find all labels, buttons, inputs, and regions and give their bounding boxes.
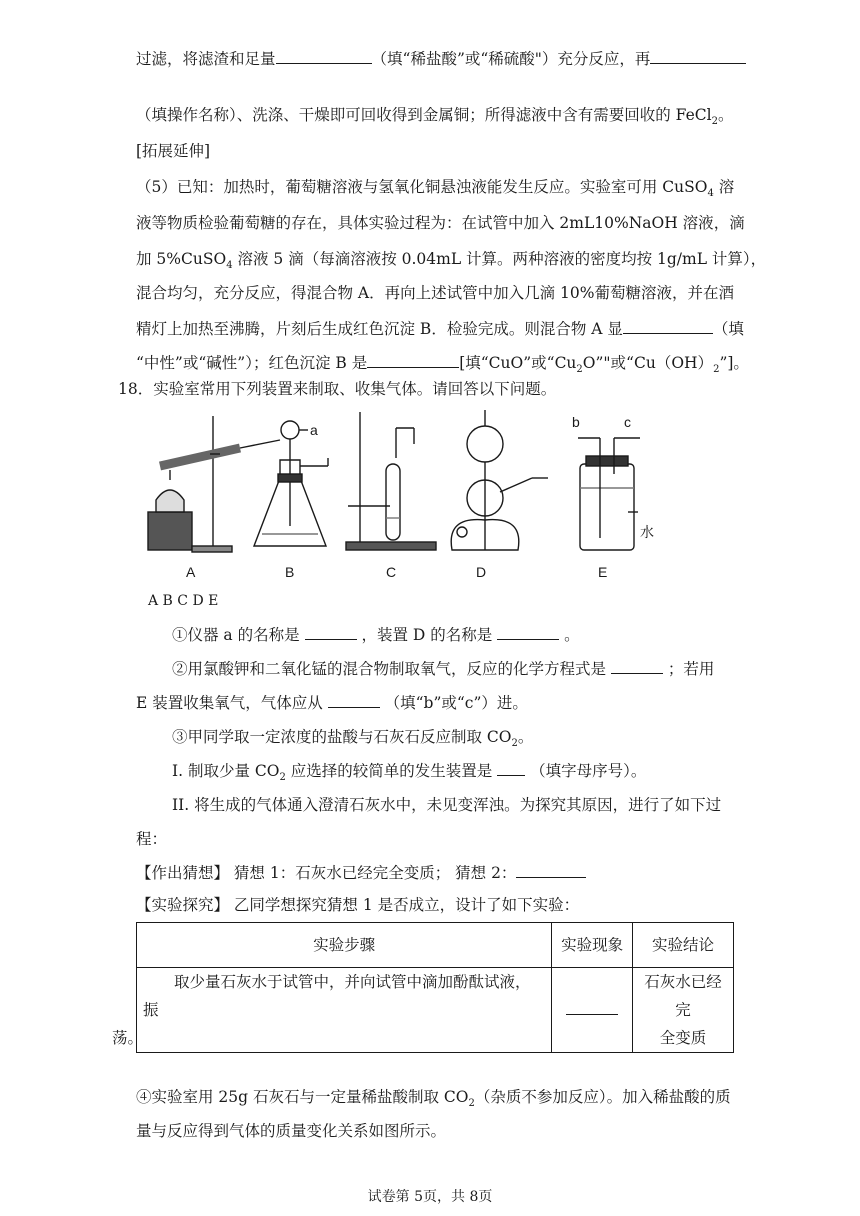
answer-blank[interactable]: [328, 692, 380, 708]
text: [填“CuO”或“Cu: [459, 354, 577, 372]
instrument-a-label: a: [310, 422, 318, 438]
port-b-label: b: [572, 414, 580, 430]
text: （填操作名称）、洗涤、干燥即可回收得到金属铜；所得滤液中含有需要回收的 FeCl: [136, 106, 712, 124]
text: 荡。: [112, 1029, 144, 1047]
table-row: [137, 968, 734, 1053]
answer-blank[interactable]: [276, 48, 372, 64]
table-header: 实验现象: [552, 923, 633, 968]
text: （填: [712, 320, 744, 338]
text: ④实验室用 25g 石灰石与一定量稀盐酸制取 CO: [136, 1088, 469, 1106]
subscript: 2: [468, 1098, 475, 1110]
text: 应选择的较简单的发生装置是: [285, 762, 498, 780]
subscript: 2: [711, 116, 718, 128]
text: ”]。: [719, 354, 749, 372]
table-header-row: [137, 923, 734, 968]
subscript: 2: [279, 772, 286, 784]
text: ①仪器 a 的名称是: [172, 626, 305, 644]
port-c-label: c: [624, 414, 631, 430]
text: ②用氯酸钾和二氧化锰的混合物制取氧气，反应的化学方程式是: [172, 660, 611, 678]
text-line: [172, 726, 533, 755]
text-line: [136, 104, 733, 133]
apparatus-e: [578, 438, 640, 550]
answer-blank[interactable]: [497, 760, 525, 776]
text: “中性”或“碱性”）；红色沉淀 B 是: [136, 354, 368, 372]
text-line: [172, 658, 714, 680]
answer-blank[interactable]: [497, 624, 559, 640]
text: 取少量石灰水于试管中，并向试管中滴加酚酞试液，振: [143, 973, 531, 1019]
answer-blank[interactable]: [516, 862, 586, 878]
text: 。: [717, 106, 734, 124]
page-footer: 试卷第 5页，共 8页: [367, 1189, 493, 1205]
text: （填字母序号）。: [525, 762, 647, 780]
text: 加 5%CuSO: [136, 250, 227, 268]
table-cell-step: [112, 968, 552, 1053]
answer-blank[interactable]: [650, 48, 746, 64]
labels-line: A B C D E: [148, 593, 219, 609]
text: （填“b”或“c”）进。: [379, 694, 528, 712]
text: （杂质不参加反应）。加入稀盐酸的质: [474, 1088, 731, 1106]
text-line: [136, 692, 528, 714]
text-line: [136, 862, 586, 884]
table-header: 实验步骤: [137, 923, 552, 968]
apparatus-drawing: [140, 408, 660, 558]
answer-blank[interactable]: [305, 624, 357, 640]
text-line: 液等物质检验葡萄糖的存在，具体实验过程为：在试管中加入 2mL10%NaOH 溶液，滴: [136, 214, 745, 232]
text: （填“稀盐酸”或“稀硫酸"）充分反应，再: [371, 50, 651, 68]
text-line: [136, 48, 746, 70]
text: 溶: [713, 178, 735, 196]
text: ，装置 D 的名称是: [356, 626, 498, 644]
answer-blank[interactable]: [623, 318, 713, 334]
text-line: [136, 176, 734, 205]
text: 。: [559, 626, 580, 644]
section-heading: [拓展延伸]: [136, 142, 211, 160]
question-title: 18．实验室常用下列装置来制取、收集气体。请回答以下问题。: [118, 380, 557, 398]
label-c: C: [386, 564, 397, 580]
text: ③甲同学取一定浓度的盐酸与石灰石反应制取 CO: [172, 728, 512, 746]
text: （5）已知：加热时，葡萄糖溶液与氢氧化铜悬浊液能发生反应。实验室可用 CuSO: [136, 178, 708, 196]
label-b: B: [285, 564, 295, 580]
text-line: 【实验探究】 乙同学想探究猜想 1 是否成立，设计了如下实验：: [136, 896, 580, 914]
text: 石灰水已经完: [644, 973, 722, 1019]
subscript: 4: [226, 260, 233, 272]
table-cell-phenomenon[interactable]: [552, 968, 633, 1053]
water-label: 水: [640, 524, 654, 540]
label-d: D: [476, 564, 487, 580]
text: 精灯上加热至沸腾，片刻后生成红色沉淀 B．检验完成。则混合物 A 显: [136, 320, 623, 338]
experiment-table: [112, 922, 734, 1053]
subscript: 2: [576, 364, 583, 376]
text-line: II. 将生成的气体通入澄清石灰水中，未见变浑浊。为探究其原因，进行了如下过: [172, 796, 722, 814]
text-line: 程：: [136, 830, 168, 848]
text-line: [136, 248, 766, 277]
apparatus-c: [346, 412, 436, 550]
text: O”"或“Cu（OH）: [582, 354, 714, 372]
text: 溶液 5 滴（每滴溶液按 0.04mL 计算。两种溶液的密度均按 1g/mL 计算），: [232, 250, 767, 268]
answer-blank[interactable]: [367, 352, 459, 368]
subscript: 2: [511, 738, 518, 750]
table-cell-conclusion: [632, 968, 733, 1053]
text-line: 量与反应得到气体的质量变化关系如图所示。: [136, 1122, 447, 1140]
text-line: [136, 352, 749, 381]
label-e: E: [598, 564, 608, 580]
text: 过滤，将滤渣和足量: [136, 50, 276, 68]
apparatus-b: [254, 421, 328, 546]
text: 。: [517, 728, 534, 746]
text-line: [136, 318, 744, 340]
text-line: [172, 624, 580, 646]
text: 全变质: [659, 1029, 707, 1047]
answer-blank[interactable]: [611, 658, 663, 674]
subscript: 4: [707, 188, 714, 200]
text: I. 制取少量 CO: [172, 762, 280, 780]
text-line: [136, 1086, 731, 1115]
text: ；若用: [662, 660, 715, 678]
answer-blank[interactable]: [566, 999, 618, 1015]
text: E 装置收集氧气，气体应从: [136, 694, 328, 712]
table-header: 实验结论: [632, 923, 733, 968]
text-line: [172, 760, 646, 789]
text-line: 混合均匀，充分反应，得混合物 A．再向上述试管中加入几滴 10%葡萄糖溶液，并在酒: [136, 284, 735, 302]
subscript: 2: [713, 364, 720, 376]
label-a: A: [186, 564, 196, 580]
text: 【作出猜想】 猜想 1：石灰水已经完全变质； 猜想 2：: [136, 864, 517, 882]
apparatus-d: [451, 410, 548, 550]
apparatus-figure: [140, 408, 660, 584]
